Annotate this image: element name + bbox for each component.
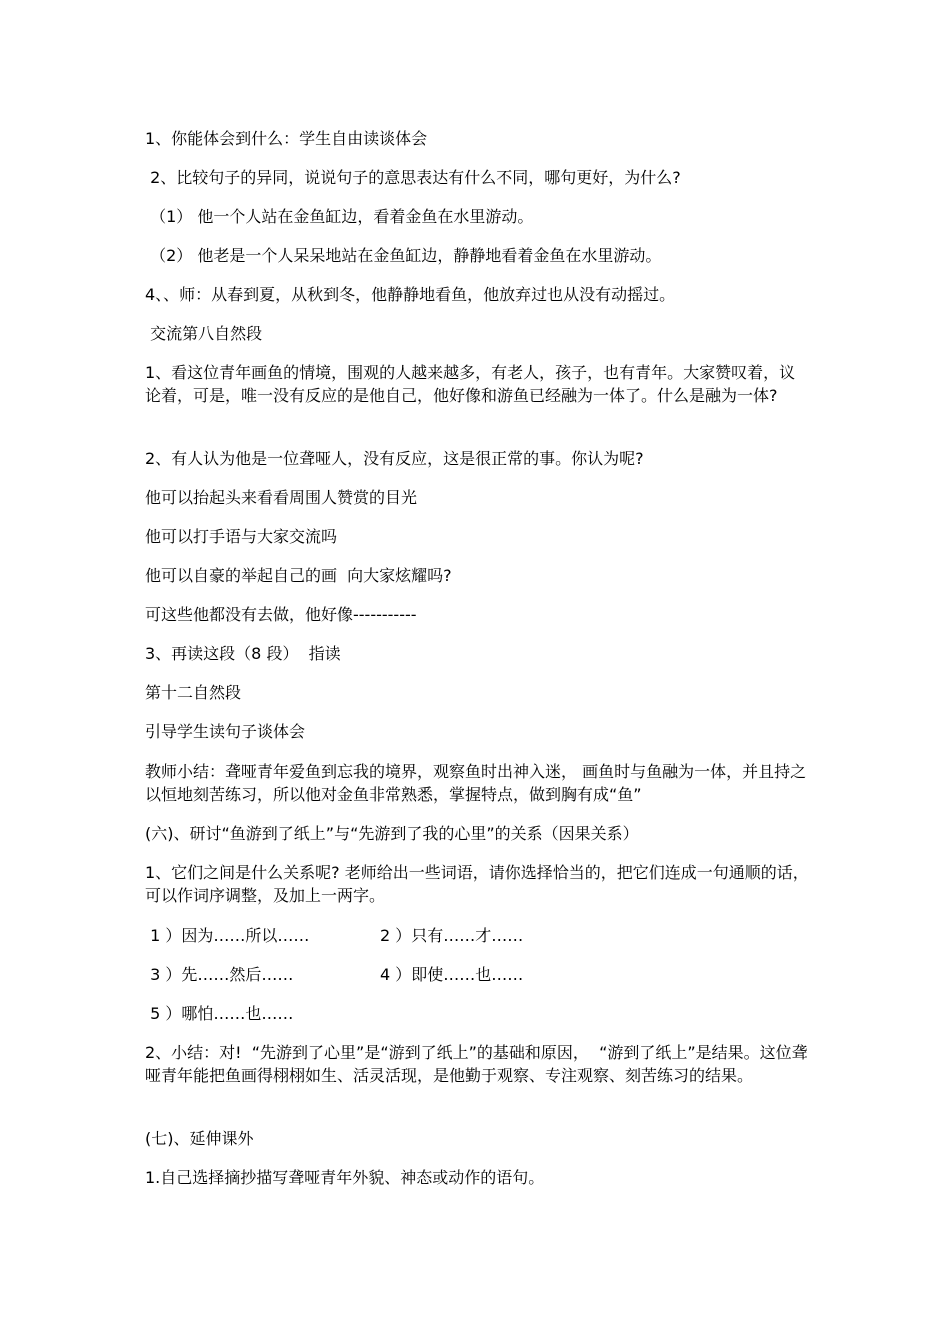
paragraph: 1、你能体会到什么：学生自由读谈体会 — [145, 129, 428, 148]
paragraph: 他可以打手语与大家交流吗 — [145, 527, 338, 546]
paragraph: 他可以抬起头来看看周围人赞赏的目光 — [145, 488, 418, 507]
paragraph: （1） 他一个人站在金鱼缸边，看着金鱼在水里游动。 — [145, 207, 534, 226]
paragraph: 2、有人认为他是一位聋哑人，没有反应，这是很正常的事。你认为呢? — [145, 449, 644, 468]
section-heading: 交流第八自然段 — [145, 324, 263, 343]
paragraph: 教师小结：聋哑青年爱鱼到忘我的境界，观察鱼时出神入迷， 画鱼时与鱼融为一体，并且持之以恒地刻苦练习，所以他对金鱼非常熟悉，掌握特点，做到胸有成“鱼” — [145, 762, 807, 804]
paragraph: 1、看这位青年画鱼的情境，围观的人越来越多，有老人，孩子，也有青年。大家赞叹着，议论着，可是，唯一没有反应的是他自己，他好像和游鱼已经融为一体了。什么是融为一体? — [145, 363, 796, 405]
paragraph: 他可以自豪的举起自己的画 向大家炫耀吗? — [145, 566, 452, 585]
paragraph: 引导学生读句子谈体会 — [145, 722, 306, 741]
section-heading: (六)、研讨“鱼游到了纸上”与“先游到了我的心里”的关系（因果关系） — [145, 824, 639, 843]
section-heading: (七)、延伸课外 — [145, 1129, 254, 1148]
paragraph: 3、再读这段（8 段） 指读 — [145, 644, 341, 663]
paragraph: 1、它们之间是什么关系呢? 老师给出一些词语，请你选择恰当的，把它们连成一句通顺的话，可以作词序调整，及加上一两字。 — [145, 863, 809, 905]
paragraph: 可这些他都没有去做，他好像----------- — [145, 605, 417, 624]
conjunction-item: 3 ）先……然后…… — [145, 965, 294, 984]
paragraph: 2、比较句子的异同，说说句子的意思表达有什么不同，哪句更好，为什么? — [145, 168, 681, 187]
paragraph: （2） 他老是一个人呆呆地站在金鱼缸边，静静地看着金鱼在水里游动。 — [145, 246, 662, 265]
conjunction-item: 5 ）哪怕……也…… — [145, 1004, 294, 1023]
paragraph: 4、、师：从春到夏，从秋到冬，他静静地看鱼，他放弃过也从没有动摇过。 — [145, 285, 676, 304]
section-heading: 第十二自然段 — [145, 683, 242, 702]
conjunction-item: 4 ）即使……也…… — [380, 965, 524, 984]
paragraph: 2、小结：对! “先游到了心里”是“游到了纸上”的基础和原因， “游到了纸上”是结果。这位聋哑青年能把鱼画得栩栩如生、活灵活现，是他勤于观察、专注观察、刻苦练习的结果。 — [145, 1043, 808, 1085]
conjunction-item: 2 ）只有……才…… — [380, 926, 524, 945]
paragraph: 1.自己选择摘抄描写聋哑青年外貌、神态或动作的语句。 — [145, 1168, 545, 1187]
conjunction-item: 1 ）因为……所以…… — [145, 926, 310, 945]
